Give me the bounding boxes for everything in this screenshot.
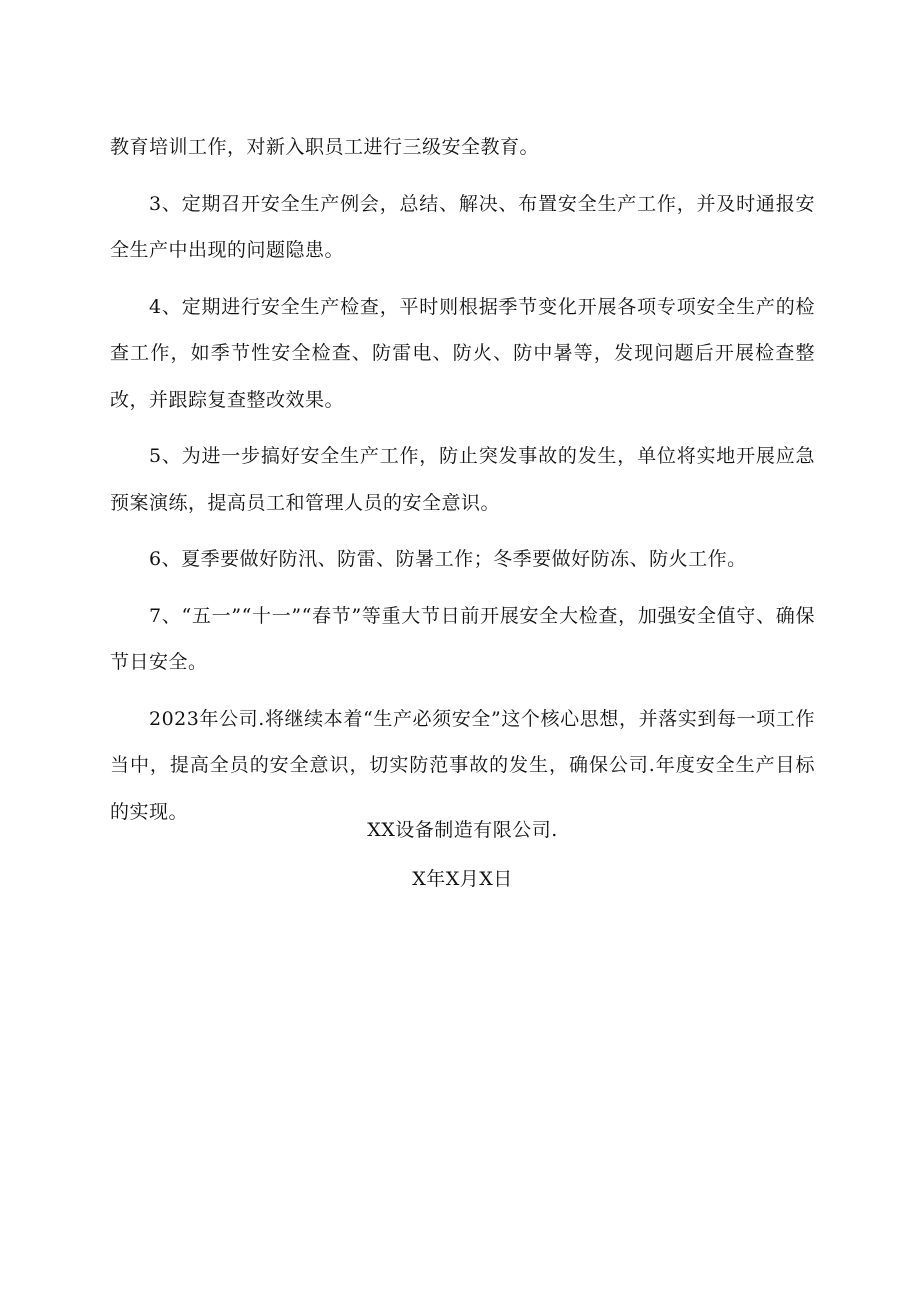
signature-company: XX设备制造有限公司. (367, 819, 558, 841)
document-body (110, 124, 815, 835)
paragraph-item-4: 4、定期进行安全生产检查，平时则根据季节变化开展各项专项安全生产的检查工作，如季节性安全检查、防雷电、防火、防中暑等，发现问题后开展检查整改，并跟踪复查整改效果。 (110, 295, 815, 411)
paragraph-item-7: 7、“五一”“十一”“春节”等重大节日前开展安全大检查，加强安全值守、确保节日安全。 (110, 604, 815, 673)
paragraph-training: 教育培训工作，对新入职员工进行三级安全教育。 (110, 136, 540, 158)
paragraph-item-6: 6、夏季要做好防汛、防雷、防暑工作；冬季要做好防冻、防火工作。 (149, 548, 747, 570)
paragraph-conclusion: 2023年公司.将继续本着“生产必须安全”这个核心思想，并落实到每一项工作当中，提高全员的安全意识，切实防范事故的发生，确保公司.年度安全生产目标的实现。 (110, 707, 815, 823)
paragraph-item-3: 3、定期召开安全生产例会，总结、解决、布置安全生产工作，并及时通报安全生产中出现的问题隐患。 (110, 192, 815, 261)
signature-date: X年X月X日 (412, 868, 513, 890)
paragraph-item-5: 5、为进一步搞好安全生产工作，防止突发事故的发生，单位将实地开展应急预案演练，提高员工和管理人员的安全意识。 (110, 445, 815, 514)
